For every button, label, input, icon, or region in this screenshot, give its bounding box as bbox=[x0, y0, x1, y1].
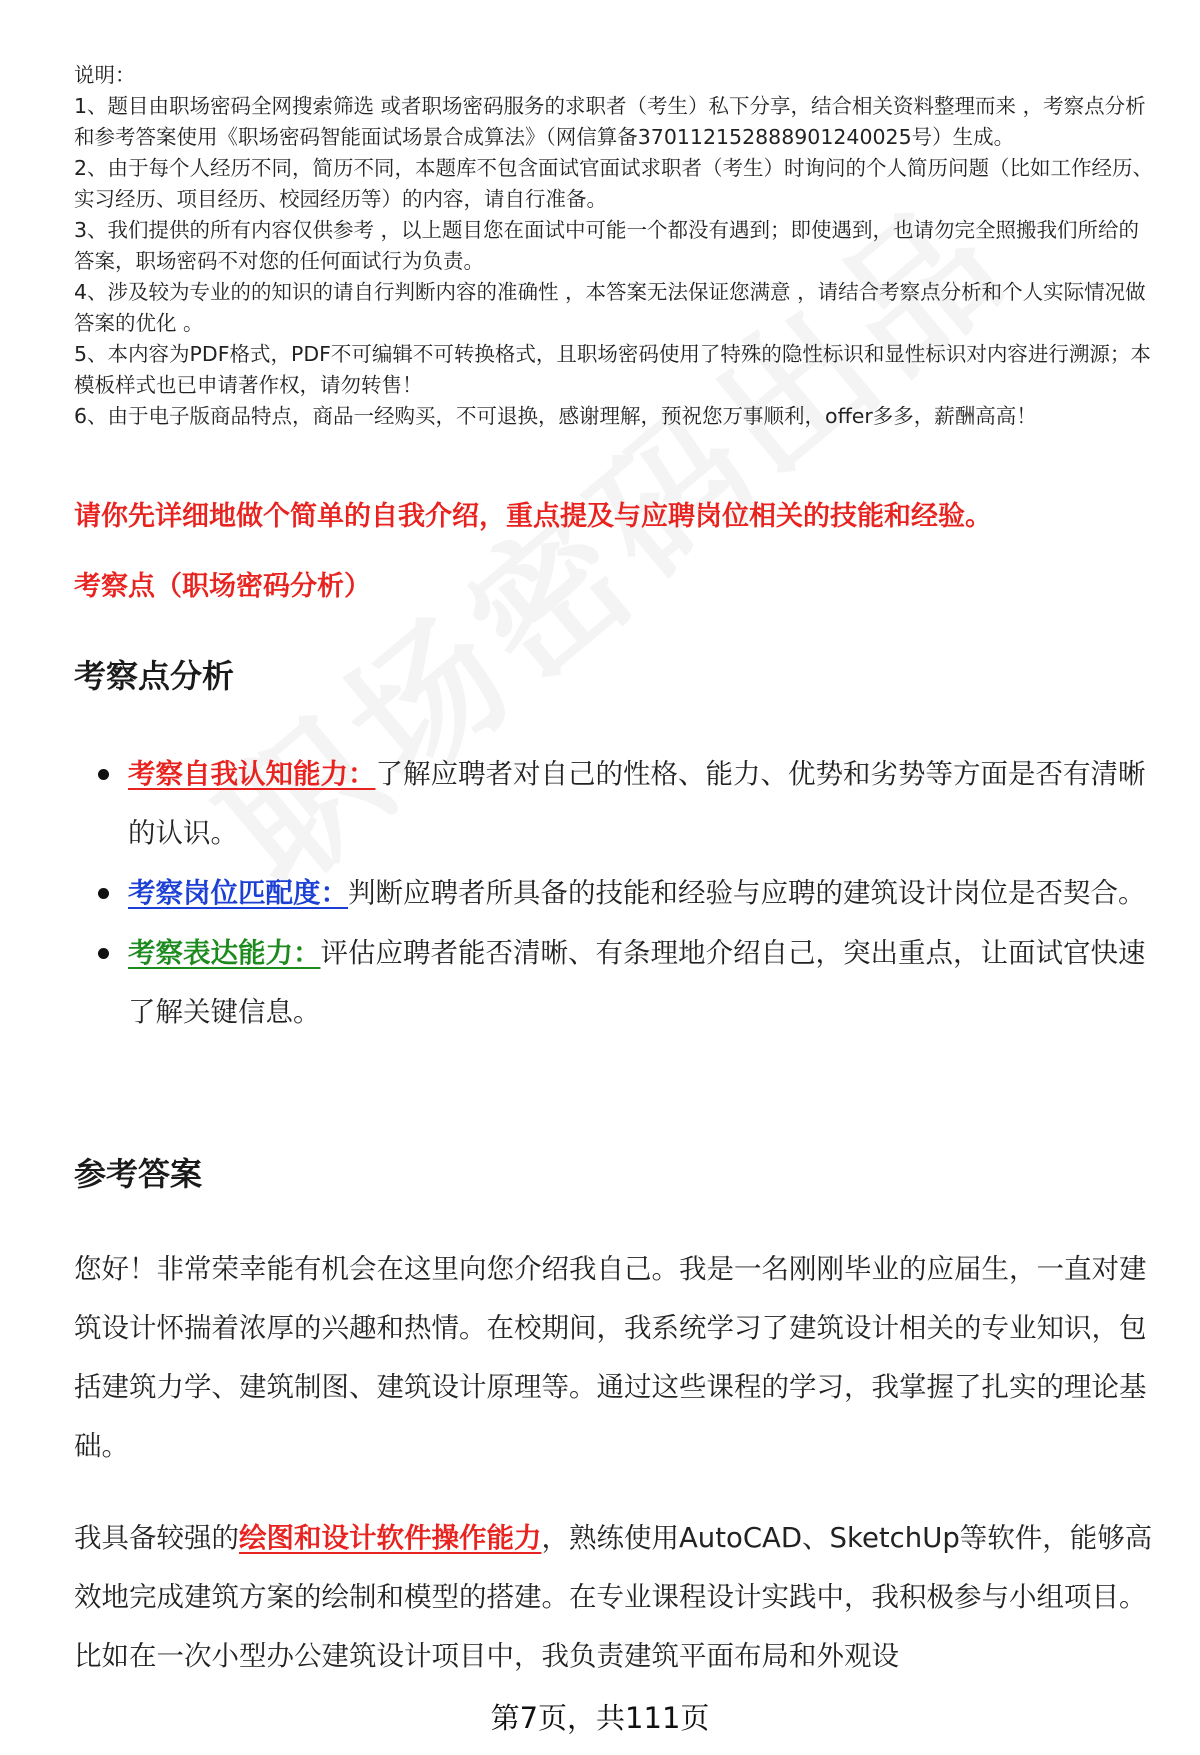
note-item: 3、我们提供的所有内容仅供参考 ，以上题目您在面试中可能一个都没有遇到；即使遇到，也请勿完全照搬我们所给的答案，职场密码不对您的任何面试行为负责。 bbox=[74, 218, 1140, 273]
note-item: 1、题目由职场密码全网搜索筛选 或者职场密码服务的求职者（考生）私下分享，结合相关资料整理而来 ，考察点分析和参考答案使用《职场密码智能面试场景合成算法》（网信算备370112152888901240025号）生成。 bbox=[74, 94, 1146, 149]
bullet-icon bbox=[98, 948, 109, 959]
point-text: 判断应聘者所具备的技能和经验与应聘的建筑设计岗位是否契合。 bbox=[348, 877, 1146, 909]
point-text: 评估应聘者能否清晰、有条理地介绍自己，突出重点，让面试官快速了解关键信息。 bbox=[128, 937, 1146, 1028]
page-footer: 第7页，共111页 bbox=[490, 1701, 710, 1735]
note-item: 6、由于电子版商品特点，商品一经购买，不可退换，感谢理解，预祝您万事顺利，offer多多，薪酬高高！ bbox=[74, 404, 1037, 428]
bullet-icon bbox=[98, 769, 109, 780]
bullet-icon bbox=[98, 888, 109, 899]
answer-text-segment: 我具备较强的 bbox=[74, 1522, 239, 1554]
point-keyword: 考察自我认知能力： bbox=[128, 758, 376, 790]
analysis-heading: 考察点分析 bbox=[74, 657, 235, 695]
answer-keyword: 绘图和设计软件操作能力 bbox=[239, 1522, 542, 1554]
focus-tag: 考察点（职场密码分析） bbox=[74, 571, 371, 602]
answer-paragraph bbox=[74, 1509, 1154, 1686]
answer-heading: 参考答案 bbox=[74, 1155, 203, 1193]
point-text: 了解应聘者对自己的性格、能力、优势和劣势等方面是否有清晰的认识。 bbox=[128, 758, 1146, 849]
analysis-point bbox=[94, 745, 1154, 863]
analysis-point bbox=[94, 864, 1154, 923]
note-item: 5、本内容为PDF格式，PDF不可编辑不可转换格式，且职场密码使用了特殊的隐性标识和显性标识对内容进行溯源；本模板样式也已申请著作权，请勿转售！ bbox=[74, 342, 1151, 397]
point-keyword: 考察岗位匹配度： bbox=[128, 877, 348, 909]
note-item: 2、由于每个人经历不同，简历不同，本题库不包含面试官面试求职者（考生）时询问的个人简历问题（比如工作经历、实习经历、项目经历、校园经历等）的内容，请自行准备。 bbox=[74, 156, 1154, 211]
note-item: 4、涉及较为专业的的知识的请自行判断内容的准确性 ，本答案无法保证您满意 ，请结合考察点分析和个人实际情况做答案的优化 。 bbox=[74, 280, 1146, 335]
notes-heading: 说明： bbox=[74, 63, 136, 87]
point-keyword: 考察表达能力： bbox=[128, 937, 321, 969]
analysis-points bbox=[94, 745, 1154, 1043]
analysis-point bbox=[94, 924, 1154, 1042]
answer-text-segment: ，熟练使用AutoCAD、SketchUp等软件，能够高效地完成建筑方案的绘制和模型的搭建。在专业课程设计实践中，我积极参与小组项目。比如在一次小型办公建筑设计项目中，我负责建筑平面布局和外观设 bbox=[74, 1522, 1153, 1672]
disclaimer-notes bbox=[74, 60, 1154, 432]
answer-paragraph: 您好！非常荣幸能有机会在这里向您介绍我自己。我是一名刚刚毕业的应届生，一直对建筑设计怀揣着浓厚的兴趣和热情。在校期间，我系统学习了建筑设计相关的专业知识，包括建筑力学、建筑制图、建筑设计原理等。通过这些课程的学习，我掌握了扎实的理论基础。 bbox=[74, 1253, 1147, 1462]
interview-question: 请你先详细地做个简单的自我介绍，重点提及与应聘岗位相关的技能和经验。 bbox=[74, 501, 992, 532]
